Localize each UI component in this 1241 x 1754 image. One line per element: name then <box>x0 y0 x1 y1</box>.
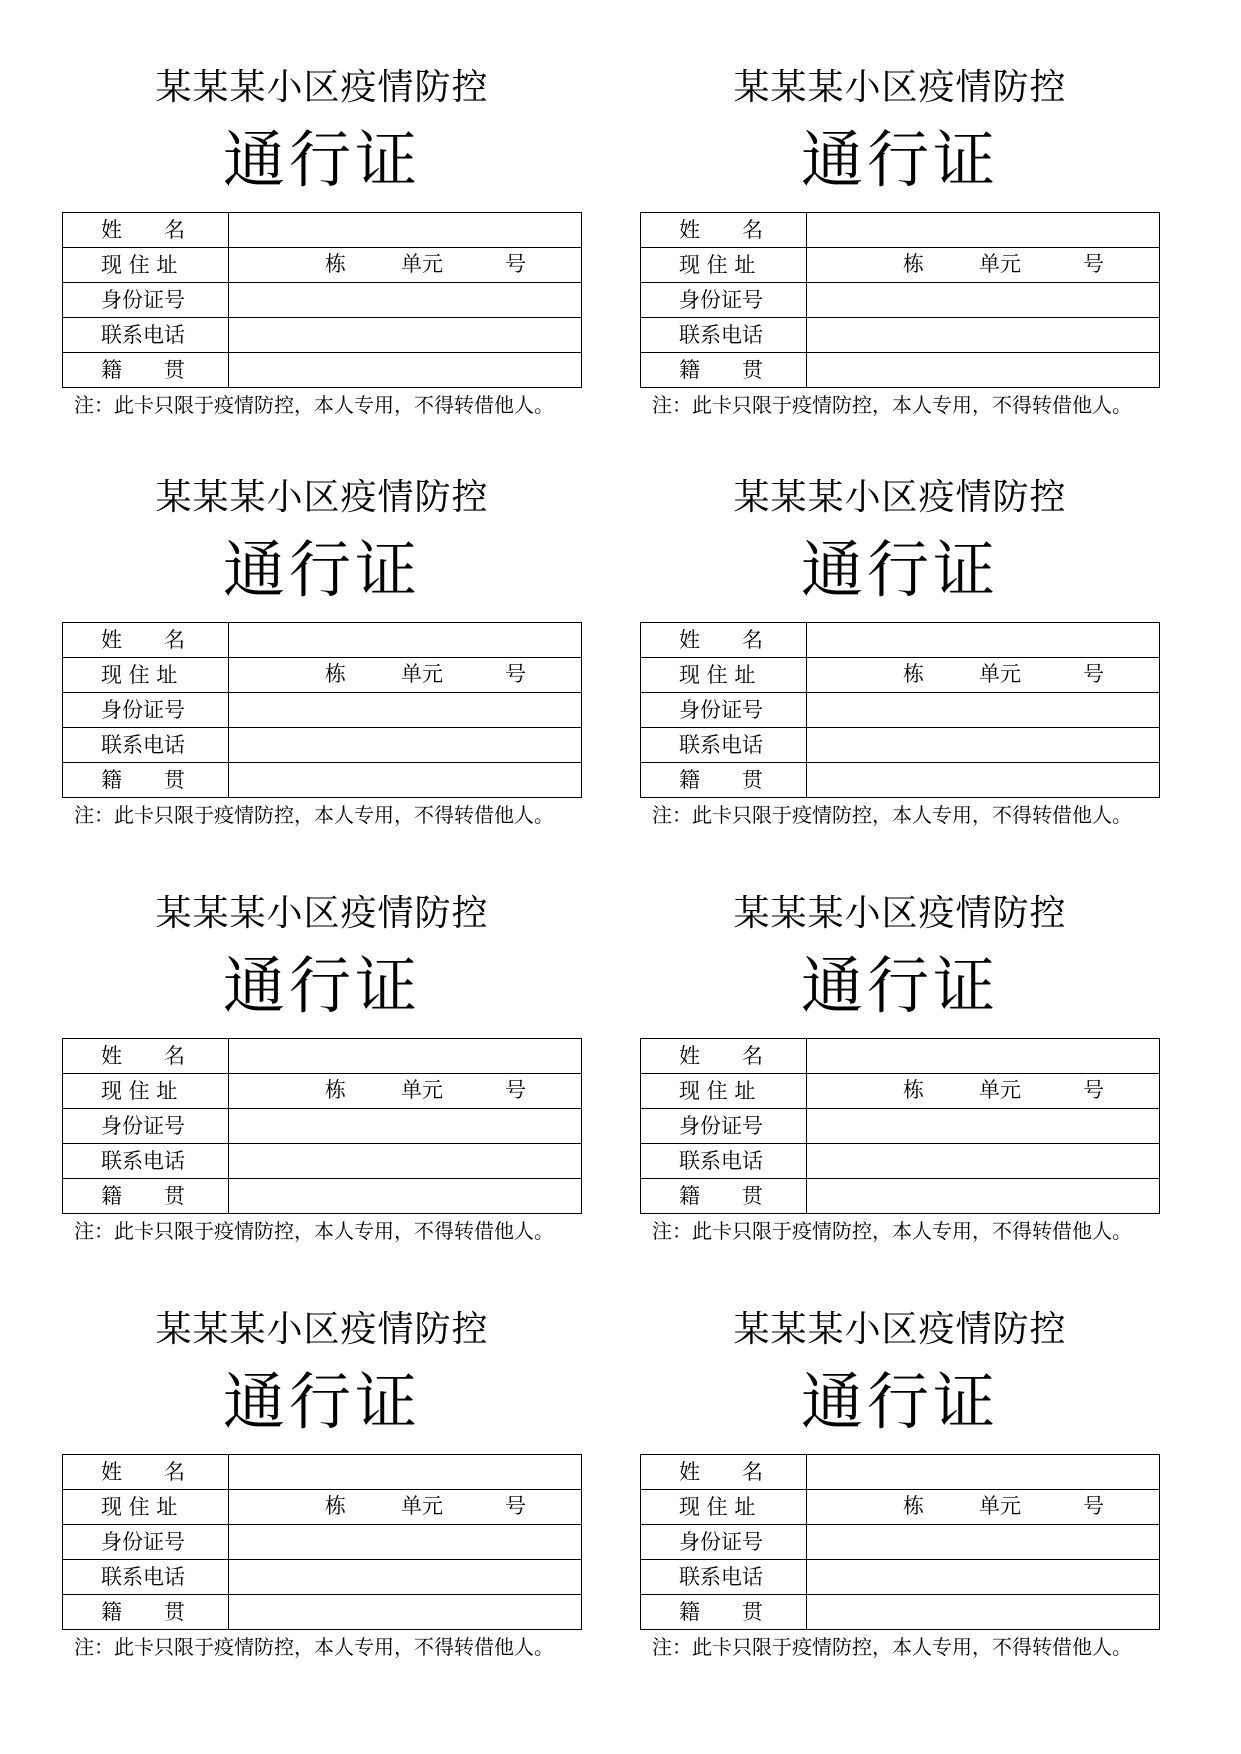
row-id-number <box>63 1109 582 1144</box>
label-phone: 联系电话 <box>63 1560 229 1595</box>
card-subtitle: 某某某小区疫情防控 <box>155 477 489 518</box>
info-table <box>640 622 1160 798</box>
label-origin: 籍 贯 <box>641 353 807 388</box>
address-field[interactable] <box>229 248 582 283</box>
origin-field[interactable] <box>807 1179 1160 1214</box>
label-name: 姓 名 <box>641 1039 807 1074</box>
card-note: 注：此卡只限于疫情防控，本人专用，不得转借他人。 <box>74 393 554 417</box>
card-title: 通行证 <box>800 533 999 606</box>
label-id-number: 身份证号 <box>641 1525 807 1560</box>
name-field[interactable] <box>229 1039 582 1074</box>
card-subtitle: 某某某小区疫情防控 <box>733 477 1067 518</box>
room-label: 号 <box>1083 252 1104 276</box>
building-label: 栋 <box>903 252 924 276</box>
label-phone: 联系电话 <box>63 1144 229 1179</box>
row-id-number <box>63 1525 582 1560</box>
label-origin: 籍 贯 <box>641 1179 807 1214</box>
label-id-number: 身份证号 <box>63 283 229 318</box>
label-phone: 联系电话 <box>63 728 229 763</box>
unit-label: 单元 <box>979 252 1021 276</box>
phone-field[interactable] <box>807 1560 1160 1595</box>
unit-label: 单元 <box>401 252 443 276</box>
building-label: 栋 <box>903 1078 924 1102</box>
id-number-field[interactable] <box>807 283 1160 318</box>
name-field[interactable] <box>807 1455 1160 1490</box>
label-phone: 联系电话 <box>641 318 807 353</box>
info-table <box>62 212 582 388</box>
card-title: 通行证 <box>222 949 421 1022</box>
card-note: 注：此卡只限于疫情防控，本人专用，不得转借他人。 <box>74 803 554 827</box>
card-note: 注：此卡只限于疫情防控，本人专用，不得转借他人。 <box>74 1219 554 1243</box>
card-subtitle: 某某某小区疫情防控 <box>155 67 489 108</box>
unit-label: 单元 <box>979 662 1021 686</box>
row-name <box>641 213 1160 248</box>
row-address <box>63 1074 582 1109</box>
origin-field[interactable] <box>807 1595 1160 1630</box>
room-label: 号 <box>505 252 526 276</box>
label-name: 姓 名 <box>63 623 229 658</box>
room-label: 号 <box>1083 1078 1104 1102</box>
row-phone <box>63 1144 582 1179</box>
origin-field[interactable] <box>229 353 582 388</box>
address-field[interactable] <box>229 1074 582 1109</box>
pass-card-r3-right <box>640 892 1160 1245</box>
label-address: 现 住 址 <box>641 248 807 283</box>
card-note: 注：此卡只限于疫情防控，本人专用，不得转借他人。 <box>652 803 1132 827</box>
row-origin <box>641 763 1160 798</box>
card-title: 通行证 <box>222 123 421 196</box>
row-id-number <box>641 283 1160 318</box>
row-address <box>641 1490 1160 1525</box>
unit-label: 单元 <box>401 662 443 686</box>
label-phone: 联系电话 <box>63 318 229 353</box>
id-number-field[interactable] <box>229 283 582 318</box>
label-name: 姓 名 <box>641 1455 807 1490</box>
pass-card-r2-right <box>640 476 1160 829</box>
origin-field[interactable] <box>229 763 582 798</box>
card-subtitle: 某某某小区疫情防控 <box>733 67 1067 108</box>
label-name: 姓 名 <box>63 1039 229 1074</box>
label-address: 现 住 址 <box>641 658 807 693</box>
row-phone <box>641 1560 1160 1595</box>
name-field[interactable] <box>807 1039 1160 1074</box>
row-id-number <box>63 693 582 728</box>
row-phone <box>641 728 1160 763</box>
row-address <box>641 1074 1160 1109</box>
label-id-number: 身份证号 <box>63 1525 229 1560</box>
id-number-field[interactable] <box>229 1109 582 1144</box>
row-origin <box>63 353 582 388</box>
label-name: 姓 名 <box>63 213 229 248</box>
name-field[interactable] <box>807 623 1160 658</box>
row-origin <box>63 1179 582 1214</box>
label-origin: 籍 贯 <box>641 763 807 798</box>
info-table <box>640 1454 1160 1630</box>
name-field[interactable] <box>229 623 582 658</box>
info-table <box>640 212 1160 388</box>
card-subtitle: 某某某小区疫情防控 <box>733 1309 1067 1350</box>
row-phone <box>641 1144 1160 1179</box>
label-origin: 籍 贯 <box>63 763 229 798</box>
label-name: 姓 名 <box>641 623 807 658</box>
card-subtitle: 某某某小区疫情防控 <box>155 1309 489 1350</box>
row-address <box>641 248 1160 283</box>
label-phone: 联系电话 <box>641 1560 807 1595</box>
room-label: 号 <box>505 1494 526 1518</box>
info-table <box>640 1038 1160 1214</box>
row-phone <box>63 318 582 353</box>
row-id-number <box>641 1109 1160 1144</box>
row-name <box>63 623 582 658</box>
card-note: 注：此卡只限于疫情防控，本人专用，不得转借他人。 <box>652 1635 1132 1659</box>
unit-label: 单元 <box>979 1494 1021 1518</box>
row-name <box>641 1455 1160 1490</box>
address-field[interactable] <box>807 1490 1160 1525</box>
row-id-number <box>63 283 582 318</box>
name-field[interactable] <box>229 213 582 248</box>
row-origin <box>641 353 1160 388</box>
id-number-field[interactable] <box>807 1109 1160 1144</box>
address-field[interactable] <box>807 248 1160 283</box>
label-id-number: 身份证号 <box>641 693 807 728</box>
card-note: 注：此卡只限于疫情防控，本人专用，不得转借他人。 <box>652 1219 1132 1243</box>
row-id-number <box>641 1525 1160 1560</box>
label-phone: 联系电话 <box>641 1144 807 1179</box>
row-phone <box>63 1560 582 1595</box>
phone-field[interactable] <box>229 318 582 353</box>
label-origin: 籍 贯 <box>63 1179 229 1214</box>
card-note: 注：此卡只限于疫情防控，本人专用，不得转借他人。 <box>652 393 1132 417</box>
row-name <box>63 213 582 248</box>
phone-field[interactable] <box>229 1560 582 1595</box>
label-origin: 籍 贯 <box>641 1595 807 1630</box>
building-label: 栋 <box>325 1078 346 1102</box>
address-field[interactable] <box>807 1074 1160 1109</box>
row-name <box>641 1039 1160 1074</box>
pass-card-r4-left <box>62 1308 582 1661</box>
pass-card-r4-right <box>640 1308 1160 1661</box>
building-label: 栋 <box>903 1494 924 1518</box>
row-name <box>63 1039 582 1074</box>
building-label: 栋 <box>325 1494 346 1518</box>
room-label: 号 <box>1083 1494 1104 1518</box>
id-number-field[interactable] <box>807 693 1160 728</box>
card-subtitle: 某某某小区疫情防控 <box>155 893 489 934</box>
phone-field[interactable] <box>229 1144 582 1179</box>
phone-field[interactable] <box>229 728 582 763</box>
row-phone <box>641 318 1160 353</box>
card-title: 通行证 <box>222 533 421 606</box>
label-phone: 联系电话 <box>641 728 807 763</box>
info-table <box>62 1038 582 1214</box>
label-origin: 籍 贯 <box>63 1595 229 1630</box>
label-name: 姓 名 <box>63 1455 229 1490</box>
info-table <box>62 622 582 798</box>
card-subtitle: 某某某小区疫情防控 <box>733 893 1067 934</box>
card-title: 通行证 <box>800 949 999 1022</box>
id-number-field[interactable] <box>229 693 582 728</box>
origin-field[interactable] <box>229 1595 582 1630</box>
unit-label: 单元 <box>401 1494 443 1518</box>
id-number-field[interactable] <box>229 1525 582 1560</box>
origin-field[interactable] <box>807 763 1160 798</box>
unit-label: 单元 <box>401 1078 443 1102</box>
phone-field[interactable] <box>807 1144 1160 1179</box>
label-address: 现 住 址 <box>63 1490 229 1525</box>
row-address <box>63 658 582 693</box>
row-address <box>641 658 1160 693</box>
pass-card-r1-left <box>62 66 582 419</box>
row-address <box>63 1490 582 1525</box>
building-label: 栋 <box>903 662 924 686</box>
pass-card-r1-right <box>640 66 1160 419</box>
row-name <box>63 1455 582 1490</box>
row-id-number <box>641 693 1160 728</box>
label-id-number: 身份证号 <box>641 283 807 318</box>
origin-field[interactable] <box>229 1179 582 1214</box>
address-field[interactable] <box>229 658 582 693</box>
row-phone <box>63 728 582 763</box>
label-address: 现 住 址 <box>641 1074 807 1109</box>
unit-label: 单元 <box>979 1078 1021 1102</box>
building-label: 栋 <box>325 252 346 276</box>
info-table <box>62 1454 582 1630</box>
origin-field[interactable] <box>807 353 1160 388</box>
label-address: 现 住 址 <box>63 658 229 693</box>
card-title: 通行证 <box>800 1365 999 1438</box>
row-origin <box>641 1179 1160 1214</box>
phone-field[interactable] <box>807 318 1160 353</box>
label-name: 姓 名 <box>641 213 807 248</box>
row-origin <box>641 1595 1160 1630</box>
label-origin: 籍 贯 <box>63 353 229 388</box>
name-field[interactable] <box>807 213 1160 248</box>
label-id-number: 身份证号 <box>63 693 229 728</box>
phone-field[interactable] <box>807 728 1160 763</box>
id-number-field[interactable] <box>807 1525 1160 1560</box>
room-label: 号 <box>505 662 526 686</box>
card-note: 注：此卡只限于疫情防控，本人专用，不得转借他人。 <box>74 1635 554 1659</box>
label-address: 现 住 址 <box>63 248 229 283</box>
address-field[interactable] <box>229 1490 582 1525</box>
pass-card-r3-left <box>62 892 582 1245</box>
label-id-number: 身份证号 <box>641 1109 807 1144</box>
label-address: 现 住 址 <box>63 1074 229 1109</box>
row-address <box>63 248 582 283</box>
building-label: 栋 <box>325 662 346 686</box>
row-origin <box>63 1595 582 1630</box>
label-id-number: 身份证号 <box>63 1109 229 1144</box>
label-address: 现 住 址 <box>641 1490 807 1525</box>
row-origin <box>63 763 582 798</box>
card-title: 通行证 <box>800 123 999 196</box>
name-field[interactable] <box>229 1455 582 1490</box>
room-label: 号 <box>1083 662 1104 686</box>
address-field[interactable] <box>807 658 1160 693</box>
pass-card-r2-left <box>62 476 582 829</box>
row-name <box>641 623 1160 658</box>
room-label: 号 <box>505 1078 526 1102</box>
card-title: 通行证 <box>222 1365 421 1438</box>
